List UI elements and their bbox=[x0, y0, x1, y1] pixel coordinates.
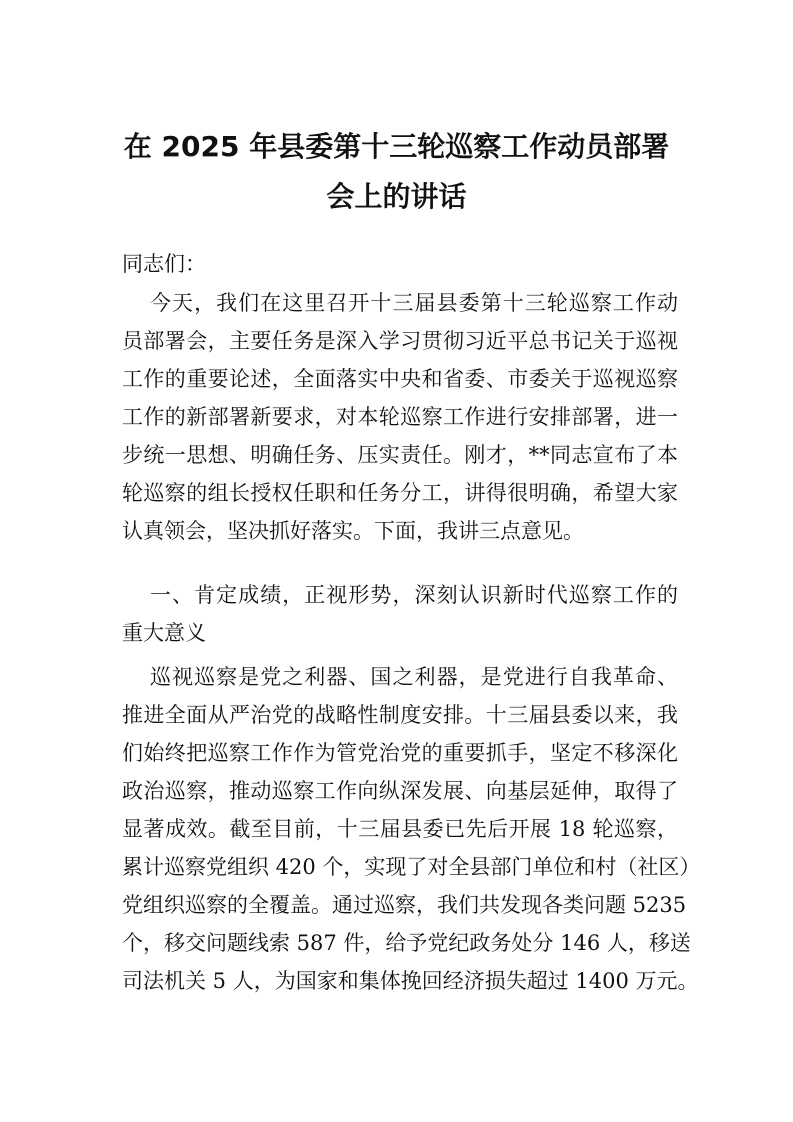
paragraph-1-line: 轮巡察的组长授权任职和任务分工，讲得很明确，希望大家 bbox=[122, 481, 678, 505]
paragraph-2-line: 显著成效。截至目前，十三届县委已先后开展 18 轮巡察， bbox=[122, 817, 678, 841]
paragraph-2-line: 司法机关 5 人，为国家和集体挽回经济损失超过 1400 万元。 bbox=[122, 969, 699, 993]
paragraph-2-line: 们始终把巡察工作作为管党治党的重要抓手，坚定不移深化 bbox=[122, 741, 678, 765]
paragraph-1-line: 工作的新部署新要求，对本轮巡察工作进行安排部署，进一 bbox=[122, 405, 678, 429]
paragraph-1-line: 员部署会，主要任务是深入学习贯彻习近平总书记关于巡视 bbox=[122, 329, 678, 353]
section-heading-line: 一、肯定成绩，正视形势，深刻认识新时代巡察工作的 bbox=[150, 583, 678, 607]
paragraph-1-line: 认真领会，坚决抓好落实。下面，我讲三点意见。 bbox=[122, 519, 584, 543]
paragraph-1-line: 工作的重要论述，全面落实中央和省委、市委关于巡视巡察 bbox=[122, 367, 678, 391]
document-title-line-1: 在 2025 年县委第十三轮巡察工作动员部署 bbox=[123, 130, 670, 163]
paragraph-2-line: 巡视巡察是党之利器、国之利器，是党进行自我革命、 bbox=[150, 665, 678, 689]
section-heading-line: 重大意义 bbox=[122, 621, 206, 645]
paragraph-2-line: 累计巡察党组织 420 个，实现了对全县部门单位和村（社区） bbox=[122, 855, 701, 879]
paragraph-2-line: 个，移交问题线索 587 件，给予党纪政务处分 146 人，移送 bbox=[122, 931, 691, 955]
document-title-line-2: 会上的讲话 bbox=[326, 180, 467, 213]
paragraph-2-line: 党组织巡察的全覆盖。通过巡察，我们共发现各类问题 5235 bbox=[122, 893, 687, 917]
salutation: 同志们： bbox=[122, 252, 206, 276]
paragraph-1-line: 步统一思想、明确任务、压实责任。刚才，**同志宣布了本 bbox=[122, 443, 678, 467]
paragraph-2-line: 政治巡察，推动巡察工作向纵深发展、向基层延伸，取得了 bbox=[122, 779, 678, 803]
paragraph-1-line: 今天，我们在这里召开十三届县委第十三轮巡察工作动 bbox=[150, 291, 678, 315]
paragraph-2-line: 推进全面从严治党的战略性制度安排。十三届县委以来，我 bbox=[122, 703, 678, 727]
